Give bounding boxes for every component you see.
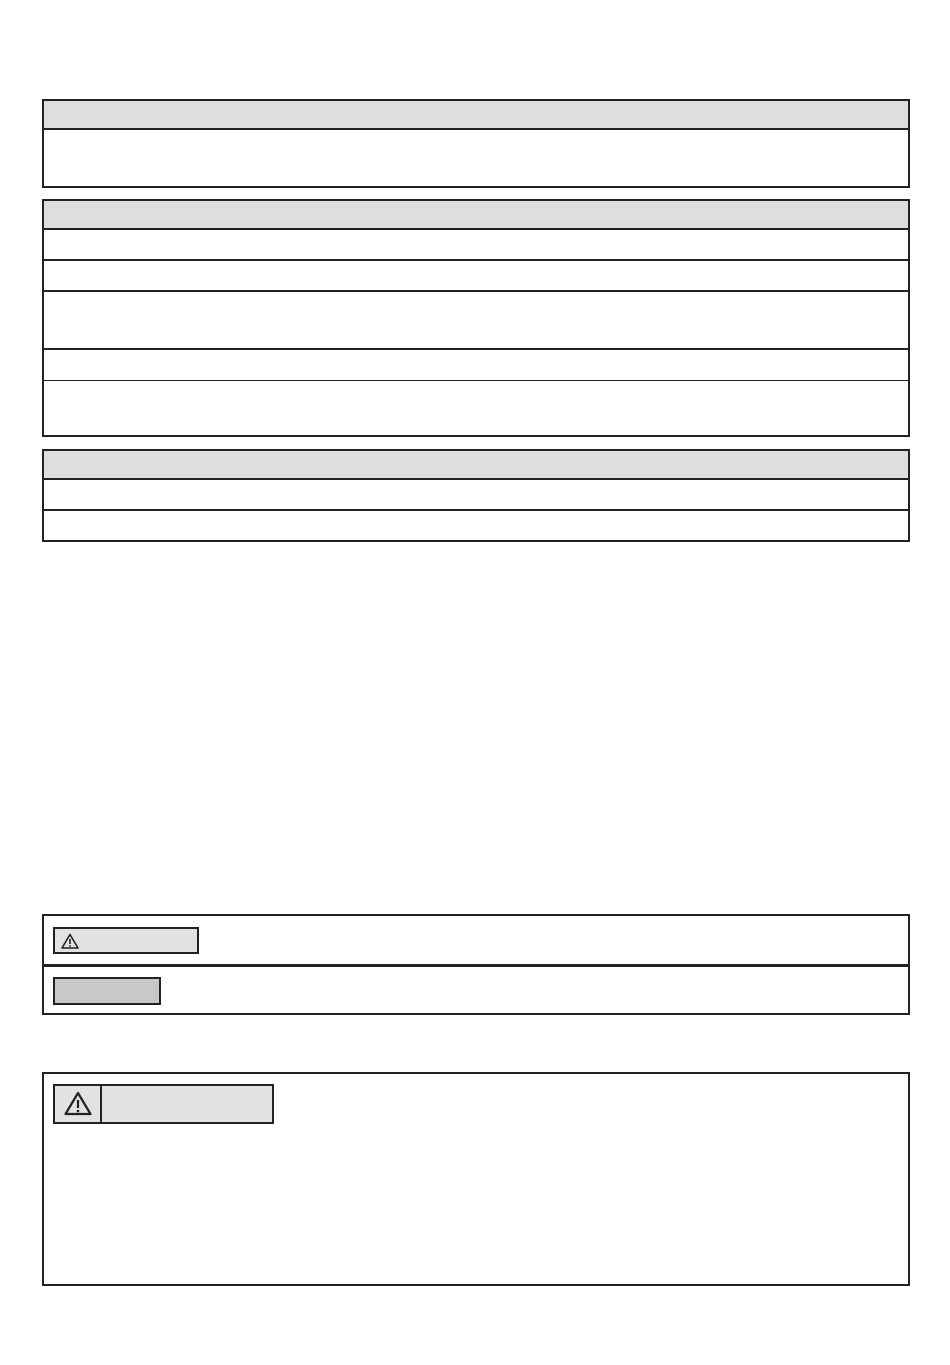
table-2-row xyxy=(44,381,908,436)
warning-icon-cell xyxy=(55,1086,102,1122)
caution-label xyxy=(53,927,199,954)
table-2-row xyxy=(44,261,908,292)
caution-note-box xyxy=(42,914,910,1015)
table-2 xyxy=(42,199,910,437)
warning-label xyxy=(53,1084,274,1124)
warning-box xyxy=(42,1072,910,1286)
table-2-row xyxy=(44,230,908,261)
warning-triangle-icon xyxy=(61,933,79,949)
table-3-row xyxy=(44,511,908,539)
table-1-row xyxy=(44,130,908,186)
note-label xyxy=(53,977,161,1005)
table-2-row xyxy=(44,350,908,381)
table-1-header xyxy=(44,101,908,130)
table-3 xyxy=(42,449,910,542)
table-1 xyxy=(42,99,910,188)
table-3-row xyxy=(44,480,908,511)
caution-section xyxy=(44,916,908,967)
note-section xyxy=(44,967,908,1013)
table-2-row xyxy=(44,292,908,350)
warning-triangle-icon xyxy=(64,1091,92,1116)
table-2-header xyxy=(44,201,908,230)
table-3-header xyxy=(44,451,908,480)
